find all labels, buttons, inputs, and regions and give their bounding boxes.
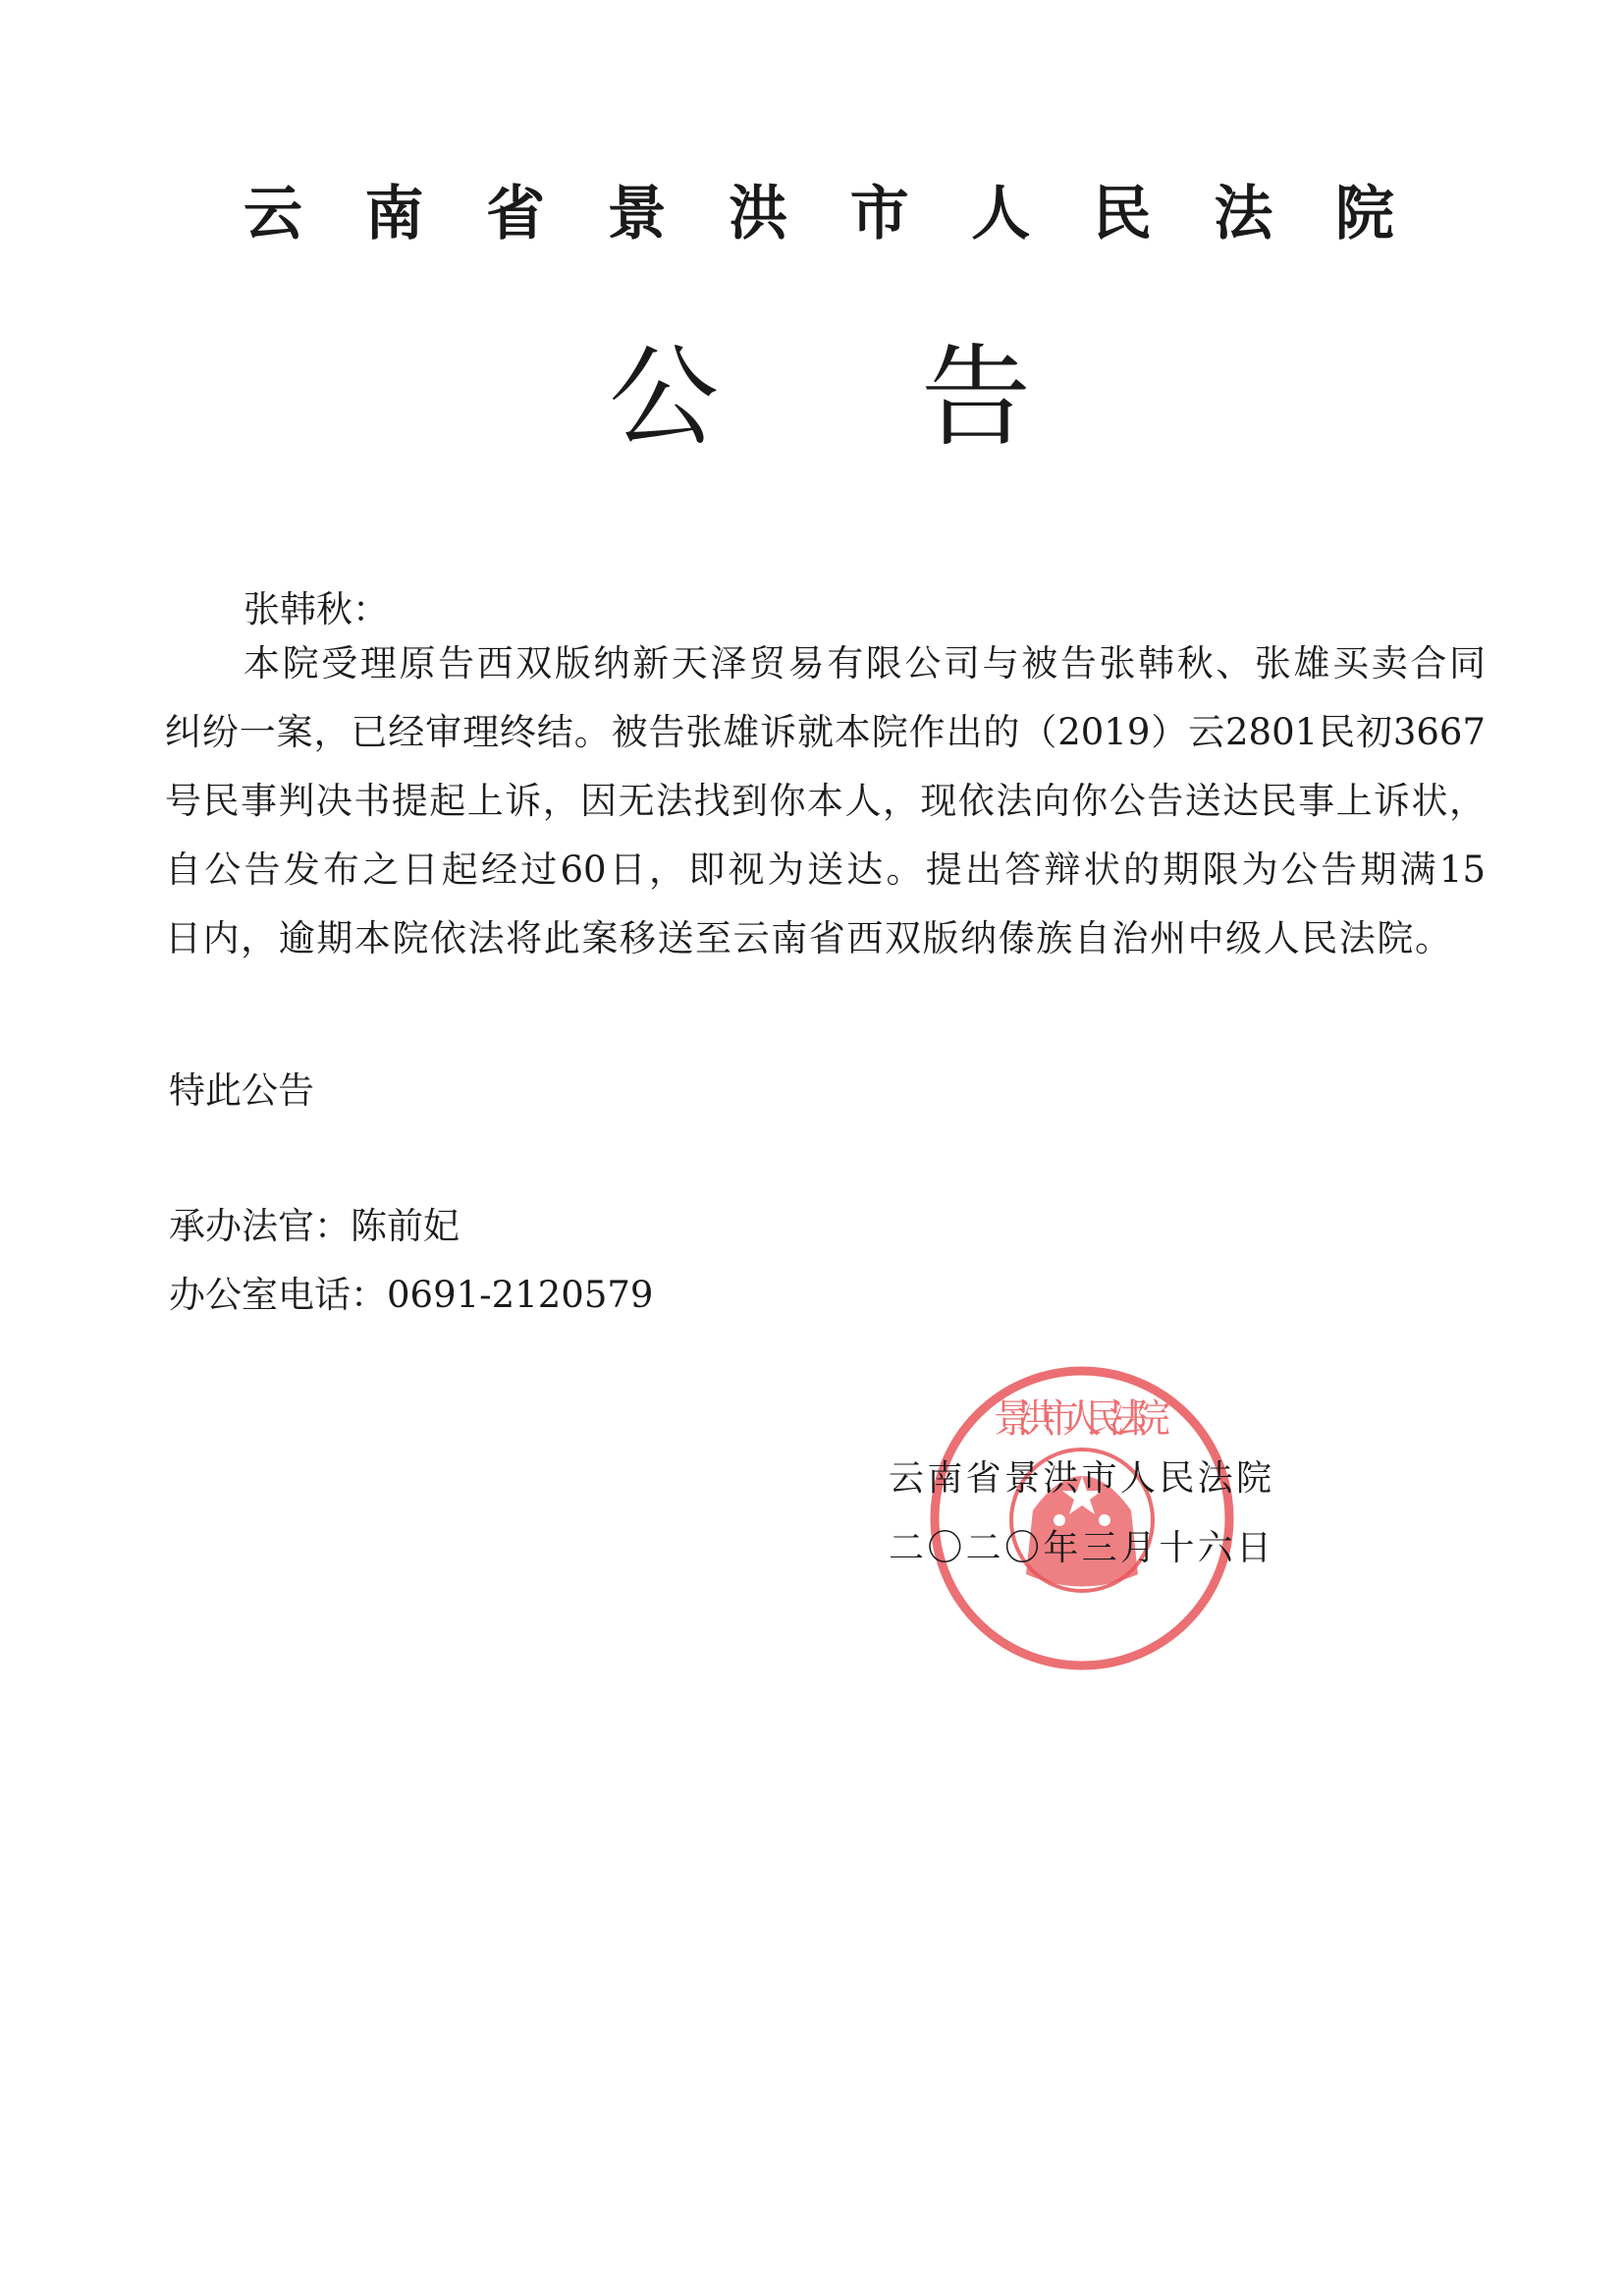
court-seal-stamp <box>927 1363 1237 1673</box>
office-phone: 办公室电话：0691-2120579 <box>169 1274 654 1316</box>
signature-date: 二〇二〇年三月十六日 <box>889 1528 1271 1568</box>
closing-text: 特此公告 <box>169 1069 314 1112</box>
title-char: 公 <box>609 334 719 462</box>
heading-char: 市 <box>849 180 909 248</box>
heading-char: 人 <box>971 180 1031 248</box>
judge-name: 承办法官：陈前妃 <box>169 1205 460 1247</box>
heading-char: 省 <box>486 180 546 248</box>
heading-char: 景 <box>607 180 667 248</box>
heading-char: 院 <box>1334 180 1394 248</box>
stamp-text: 景洪市人民法院 <box>994 1396 1170 1442</box>
addressee: 张韩秋： <box>243 588 389 630</box>
heading-char: 云 <box>243 180 302 248</box>
title-char: 告 <box>921 334 1031 462</box>
heading-char: 洪 <box>729 180 788 248</box>
body-line: 日内，逾期本院依法将此案移送至云南省西双版纳傣族自治州中级人民法院。 <box>165 917 1451 959</box>
body-line: 纠纷一案，已经审理终结。被告张雄诉就本院作出的（2019）云2801民初3667 <box>165 711 1486 753</box>
signature-court: 云南省景洪市人民法院 <box>889 1458 1271 1499</box>
heading-char: 法 <box>1214 180 1273 248</box>
body-line: 号民事判决书提起上诉，因无法找到你本人，现依法向你公告送达民事上诉状， <box>165 780 1486 822</box>
body-line: 自公告发布之日起经过60日，即视为送达。提出答辩状的期限为公告期满15 <box>165 848 1486 891</box>
body-line: 本院受理原告西双版纳新天泽贸易有限公司与被告张韩秋、张雄买卖合同 <box>243 642 1486 684</box>
notice-title <box>609 309 1031 467</box>
court-name-heading <box>243 167 1394 251</box>
heading-char: 南 <box>364 180 424 248</box>
heading-char: 民 <box>1092 180 1152 248</box>
